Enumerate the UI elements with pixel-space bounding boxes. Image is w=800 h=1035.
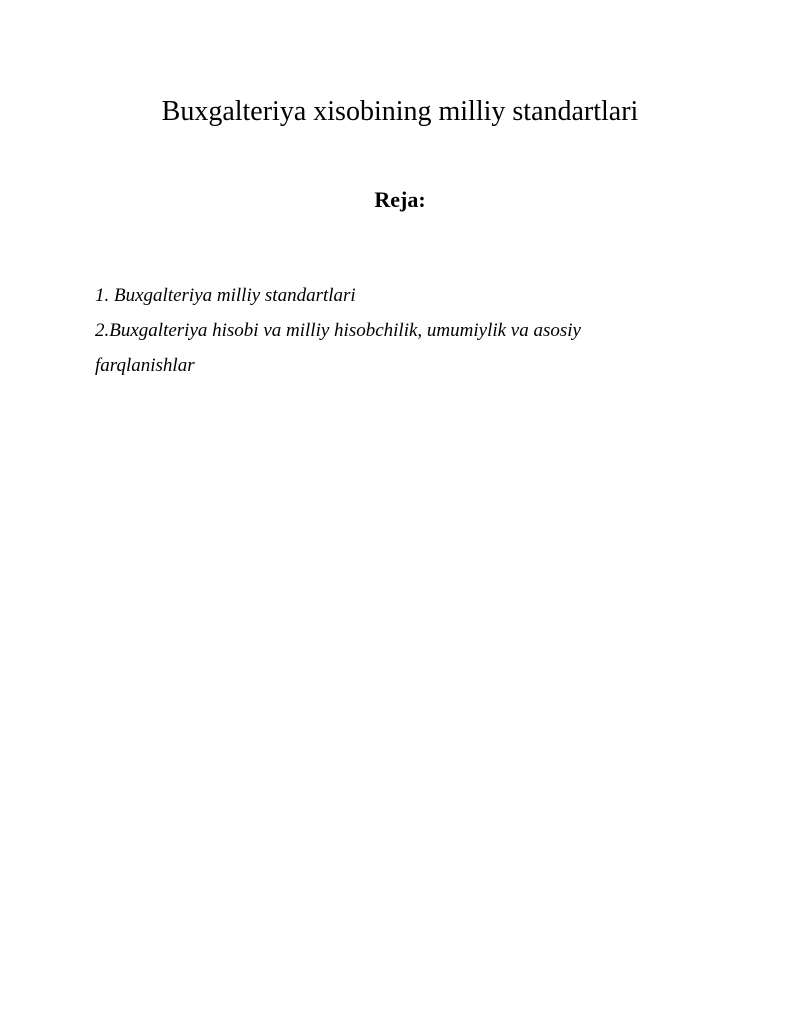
plan-heading: Reja: xyxy=(374,187,426,212)
document-title: Buxgalteriya xisobining milliy standartlari xyxy=(161,96,639,127)
plan-item: 1. Buxgalteriya milliy standartlari xyxy=(95,285,356,306)
plan-list xyxy=(95,278,655,383)
plan-item: 2.Buxgalteriya hisobi va milliy hisobchilik, umumiylik va asosiy farqlanishlar xyxy=(95,320,581,376)
